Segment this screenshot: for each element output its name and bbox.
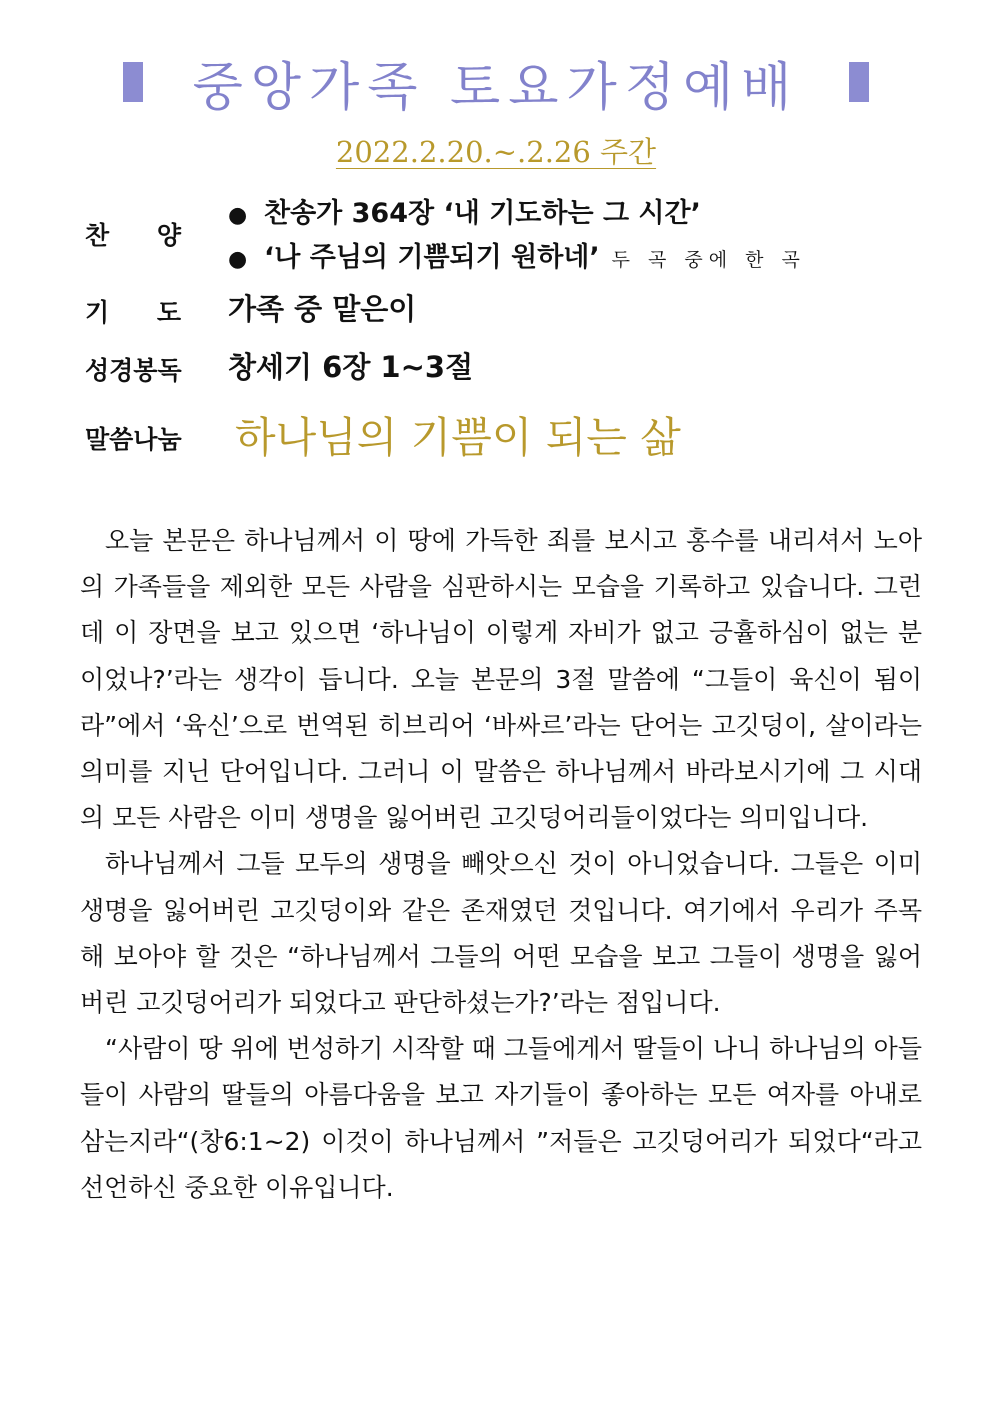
hymn-label-char: 찬 [85,221,110,250]
title-bar-right-decoration [849,62,869,102]
prayer-label-char: 도 [156,298,181,327]
page-title [0,42,992,122]
hymn-item [228,237,806,281]
sermon-body [80,518,922,1211]
prayer-label [85,293,181,329]
bullet-icon: ● [228,247,248,272]
hymn-item-text: 찬송가 364장 ‘내 기도하는 그 시간’ [264,198,701,229]
reading-value: 창세기 6장 1~3절 [228,350,474,384]
hymn-item [228,193,806,237]
prayer-label-char: 기 [85,298,110,327]
sermon-label: 말씀나눔 [85,425,182,454]
hymn-item-text: ‘나 주님의 기쁨되기 원하네’ [264,242,600,273]
body-paragraph: “사람이 땅 위에 번성하기 시작할 때 그들에게서 딸들이 나니 하나님의 아들들이 사람의 딸들의 아름다움을 보고 자기들이 좋아하는 모든 여자를 아내로 삼는지라“(창6:1~2) 이것이 하나님께서 ”저들은 고깃덩어리가 되었다“라고 선언하신 중요한 이유입니다. [80,1034,922,1202]
sermon-title: 하나님의 기쁨이 되는 삶 [235,413,681,462]
week-range [0,130,992,171]
title-text: 중앙가족 토요가정예배 [192,57,800,118]
reading-label: 성경봉독 [85,356,182,385]
hymn-list [228,193,806,281]
hymn-item-note: 두 곡 중에 한 곡 [611,249,806,271]
prayer-value: 가족 중 맡은이 [228,292,417,326]
body-paragraph: 하나님께서 그들 모두의 생명을 빼앗으신 것이 아니었습니다. 그들은 이미 생명을 잃어버린 고깃덩이와 같은 존재였던 것입니다. 여기에서 우리가 주목해 보아야 할 것은 “하나님께서 그들의 어떤 모습을 보고 그들이 생명을 잃어버린 고깃덩어리가 되었다고 판단하셨는가?’라는 점입니다. [80,849,922,1018]
hymn-label-char: 양 [156,221,181,250]
bullet-icon: ● [228,203,248,228]
week-range-text: 2022.2.20.~.2.26 주간 [335,135,657,169]
title-bar-left-decoration [123,62,143,102]
body-paragraph: 오늘 본문은 하나님께서 이 땅에 가득한 죄를 보시고 홍수를 내리셔서 노아의 가족들을 제외한 모든 사람을 심판하시는 모습을 기록하고 있습니다. 그런데 이 장면을 보고 있으면 ‘하나님이 이렇게 자비가 없고 긍휼하심이 없는 분이었나?’라는 생각이 듭니다. 오늘 본문의 3절 말씀에 “그들이 육신이 됨이라”에서 ‘육신’으로 번역된 히브리어 ‘바싸르’라는 단어는 고깃덩이, 살이라는 의미를 지닌 단어입니다. 그러니 이 말씀은 하나님께서 바라보시기에 그 시대의 모든 사람은 이미 생명을 잃어버린 고깃덩어리들이었다는 의미입니다. [80,526,922,833]
hymn-label [85,216,181,252]
